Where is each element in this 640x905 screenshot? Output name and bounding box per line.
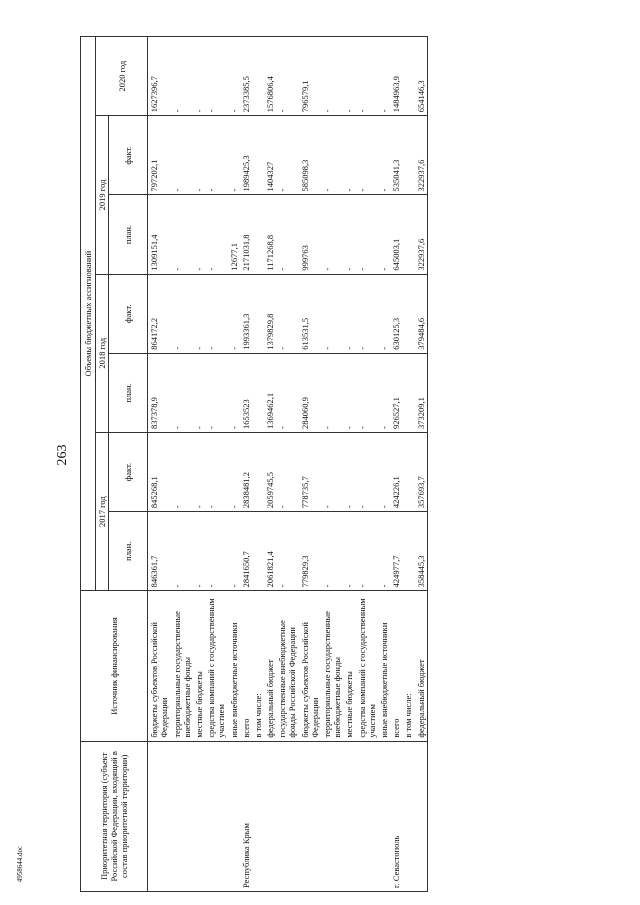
value-cell: - [378, 432, 390, 511]
value-cell: 1627396,7 [148, 37, 171, 116]
value-cell [252, 274, 264, 353]
value-cell [402, 432, 414, 511]
territory-cell [276, 741, 298, 891]
header-fact-2019: факт. [109, 116, 148, 195]
header-source: Источник финансирования [81, 591, 148, 741]
table-row [415, 37, 428, 892]
value-cell: 778735,7 [299, 432, 321, 511]
value-cell: 535041,3 [390, 116, 402, 195]
value-cell: 358445,3 [415, 512, 428, 591]
source-cell: федеральный бюджет [264, 591, 276, 741]
value-cell: 837378,9 [148, 353, 171, 432]
value-cell: - [378, 274, 390, 353]
table-header [81, 37, 148, 892]
territory-cell [299, 741, 321, 891]
source-cell: федеральный бюджет [415, 591, 428, 741]
value-cell: - [343, 432, 355, 511]
value-cell [402, 353, 414, 432]
source-cell: бюджеты субъектов Российской Федерации [299, 591, 321, 741]
header-volumes: Объемы бюджетных ассигнований [81, 37, 96, 591]
value-cell: 846361,7 [148, 512, 171, 591]
table-row [205, 37, 227, 892]
territory-cell: Республика Крым [240, 741, 252, 891]
value-cell: 1484963,9 [390, 37, 402, 116]
territory-cell [402, 741, 414, 891]
value-cell: 1171268,8 [264, 195, 276, 274]
value-cell: 645003,1 [390, 195, 402, 274]
value-cell: - [321, 353, 343, 432]
value-cell: - [321, 274, 343, 353]
value-cell: - [343, 512, 355, 591]
value-cell [252, 353, 264, 432]
table-row [240, 37, 252, 892]
value-cell: - [276, 37, 298, 116]
territory-cell [356, 741, 378, 891]
table-row [148, 37, 171, 892]
source-cell: в том числе: [402, 591, 414, 741]
source-cell: всего [390, 591, 402, 741]
rotated-table-frame [80, 36, 580, 892]
value-cell: - [171, 432, 193, 511]
value-cell: - [276, 116, 298, 195]
value-cell: - [171, 353, 193, 432]
value-cell: - [356, 512, 378, 591]
territory-cell: г. Севастополь [390, 741, 402, 891]
header-plan-2019: план. [109, 195, 148, 274]
value-cell: 845268,1 [148, 432, 171, 511]
value-cell: - [356, 195, 378, 274]
value-cell: - [193, 195, 205, 274]
page-number: 263 [55, 444, 70, 466]
source-cell: государственные внебюджетные фонды Российской Федерации [276, 591, 298, 741]
table-row [390, 37, 402, 892]
value-cell: 1404327 [264, 116, 276, 195]
value-cell: - [321, 512, 343, 591]
value-cell: - [205, 353, 227, 432]
value-cell [252, 512, 264, 591]
table-row [264, 37, 276, 892]
value-cell: 284060,9 [299, 353, 321, 432]
header-fact-2018: факт. [109, 274, 148, 353]
value-cell: - [343, 195, 355, 274]
value-cell: - [205, 116, 227, 195]
value-cell: 2171031,8 [240, 195, 252, 274]
value-cell: - [171, 274, 193, 353]
value-cell: - [321, 37, 343, 116]
value-cell [402, 195, 414, 274]
value-cell: - [228, 512, 240, 591]
value-cell: - [193, 512, 205, 591]
value-cell: - [378, 116, 390, 195]
value-cell: 322937,6 [415, 116, 428, 195]
value-cell: - [205, 274, 227, 353]
territory-cell [321, 741, 343, 891]
value-cell: 12677,1 [228, 195, 240, 274]
value-cell: - [228, 274, 240, 353]
value-cell: - [343, 274, 355, 353]
source-cell: иные внебюджетные источники [378, 591, 390, 741]
value-cell: - [276, 353, 298, 432]
header-year-2017: 2017 год [96, 432, 109, 590]
value-cell: 864172,2 [148, 274, 171, 353]
source-cell: территориальные государственные внебюджетные фонды [171, 591, 193, 741]
header-plan-2018: план. [109, 353, 148, 432]
value-cell: - [378, 353, 390, 432]
table-row [228, 37, 240, 892]
value-cell [402, 512, 414, 591]
value-cell: - [205, 37, 227, 116]
value-cell: 585098,3 [299, 116, 321, 195]
value-cell: - [378, 512, 390, 591]
value-cell: 613531,5 [299, 274, 321, 353]
value-cell: - [193, 37, 205, 116]
value-cell: - [205, 512, 227, 591]
source-cell: иные внебюджетные источники [228, 591, 240, 741]
value-cell: 2061821,4 [264, 512, 276, 591]
table-row [276, 37, 298, 892]
value-cell: - [276, 195, 298, 274]
value-cell: - [193, 274, 205, 353]
source-cell: в том числе: [252, 591, 264, 741]
value-cell: - [171, 37, 193, 116]
value-cell: - [321, 195, 343, 274]
value-cell: - [193, 353, 205, 432]
value-cell: - [193, 432, 205, 511]
value-cell: 926527,1 [390, 353, 402, 432]
value-cell: - [378, 37, 390, 116]
territory-cell [148, 741, 171, 891]
value-cell: - [343, 353, 355, 432]
source-cell: бюджеты субъектов Российской Федерации [148, 591, 171, 741]
value-cell: 1653523 [240, 353, 252, 432]
value-cell: - [356, 353, 378, 432]
header-plan-2017: план. [109, 512, 148, 591]
value-cell: - [228, 37, 240, 116]
source-cell: местные бюджеты [193, 591, 205, 741]
value-cell: 779829,3 [299, 512, 321, 591]
value-cell: - [205, 432, 227, 511]
value-cell: - [356, 274, 378, 353]
value-cell: - [356, 116, 378, 195]
value-cell: 1989425,3 [240, 116, 252, 195]
source-cell: местные бюджеты [343, 591, 355, 741]
value-cell: - [228, 353, 240, 432]
value-cell: 796579,1 [299, 37, 321, 116]
source-cell: всего [240, 591, 252, 741]
territory-cell [378, 741, 390, 891]
value-cell: - [171, 116, 193, 195]
value-cell: - [356, 37, 378, 116]
territory-cell [252, 741, 264, 891]
source-cell: средства компаний с государственным участием [356, 591, 378, 741]
budget-table [80, 36, 428, 892]
header-year-2019: 2019 год [96, 116, 109, 274]
header-year-2018: 2018 год [96, 274, 109, 432]
value-cell: - [343, 116, 355, 195]
value-cell [402, 116, 414, 195]
header-fact-2017: факт. [109, 432, 148, 511]
value-cell: - [356, 432, 378, 511]
header-territory: Приоритетная территория (субъект Российской Федерации, входящий в состав приоритетной территории) [81, 741, 148, 891]
table-row [402, 37, 414, 892]
footer-document-code: 4958644.doc [16, 845, 24, 883]
value-cell: 2841650,7 [240, 512, 252, 591]
table-row [252, 37, 264, 892]
value-cell: 630125,3 [390, 274, 402, 353]
value-cell: - [193, 116, 205, 195]
value-cell: - [276, 274, 298, 353]
value-cell: 424977,7 [390, 512, 402, 591]
value-cell: 379484,6 [415, 274, 428, 353]
table-row [171, 37, 193, 892]
rotated-table-container [80, 36, 580, 892]
table-row [193, 37, 205, 892]
table-row [343, 37, 355, 892]
territory-cell [343, 741, 355, 891]
value-cell: - [276, 512, 298, 591]
territory-cell [205, 741, 227, 891]
value-cell: 322937,6 [415, 195, 428, 274]
value-cell: 999763 [299, 195, 321, 274]
value-cell: 2373385,5 [240, 37, 252, 116]
value-cell: 357693,7 [415, 432, 428, 511]
value-cell: - [228, 116, 240, 195]
value-cell: 373209,1 [415, 353, 428, 432]
territory-cell [415, 741, 428, 891]
territory-cell [264, 741, 276, 891]
value-cell [252, 195, 264, 274]
value-cell: 2838481,2 [240, 432, 252, 511]
value-cell: - [343, 37, 355, 116]
source-cell: территориальные государственные внебюджетные фонды [321, 591, 343, 741]
value-cell: 2059745,5 [264, 432, 276, 511]
value-cell: 1993361,3 [240, 274, 252, 353]
value-cell: 1576806,4 [264, 37, 276, 116]
value-cell [252, 37, 264, 116]
value-cell: - [205, 195, 227, 274]
table-row [356, 37, 378, 892]
value-cell: 1379829,8 [264, 274, 276, 353]
territory-cell [193, 741, 205, 891]
table-row [299, 37, 321, 892]
value-cell: - [321, 116, 343, 195]
value-cell: - [276, 432, 298, 511]
value-cell: 424226,1 [390, 432, 402, 511]
territory-cell [171, 741, 193, 891]
table-body [148, 37, 428, 892]
value-cell [402, 274, 414, 353]
source-cell: средства компаний с государственным участием [205, 591, 227, 741]
value-cell: - [171, 512, 193, 591]
value-cell: 654146,3 [415, 37, 428, 116]
value-cell [252, 432, 264, 511]
value-cell: 797202,1 [148, 116, 171, 195]
value-cell: - [321, 432, 343, 511]
territory-cell [228, 741, 240, 891]
table-row [321, 37, 343, 892]
value-cell [252, 116, 264, 195]
value-cell: - [378, 195, 390, 274]
table-row [378, 37, 390, 892]
value-cell [402, 37, 414, 116]
value-cell: - [228, 432, 240, 511]
value-cell: 1369462,1 [264, 353, 276, 432]
header-year-2020: 2020 год [96, 37, 148, 116]
value-cell: 1309151,4 [148, 195, 171, 274]
value-cell: - [171, 195, 193, 274]
